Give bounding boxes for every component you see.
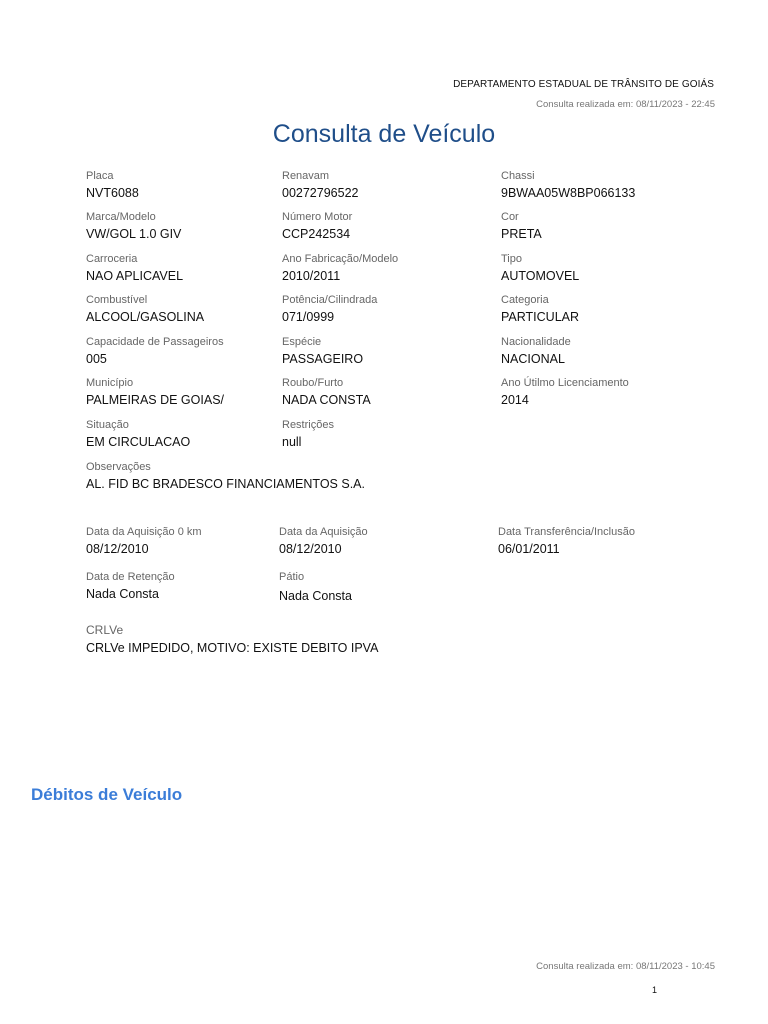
page-title: Consulta de Veículo	[272, 120, 496, 148]
field-tipo	[501, 253, 579, 284]
field-value: 06/01/2011	[498, 542, 560, 556]
field-value: EM CIRCULACAO	[86, 435, 191, 449]
field-value: 2014	[501, 393, 529, 407]
field-value: 071/0999	[282, 310, 335, 324]
field-potencia-cilindrada	[282, 294, 377, 325]
field-value: CRLVe IMPEDIDO, MOTIVO: EXISTE DEBITO IPVA	[86, 641, 379, 655]
field-value: 005	[86, 352, 107, 366]
field-label: Capacidade de Passageiros	[86, 336, 224, 348]
field-ano-licenciamento	[501, 377, 629, 408]
field-label: Nacionalidade	[501, 336, 571, 348]
field-label: Potência/Cilindrada	[282, 294, 378, 306]
field-value: NADA CONSTA	[282, 393, 371, 407]
field-label: Marca/Modelo	[86, 211, 156, 223]
field-label: Restrições	[282, 419, 334, 431]
field-restricoes	[282, 419, 334, 450]
field-marca-modelo	[86, 211, 181, 242]
field-label: Data da Aquisição	[279, 526, 368, 538]
field-value: 08/12/2010	[86, 542, 149, 556]
field-data-retencao	[86, 571, 175, 602]
field-value: 00272796522	[282, 186, 359, 200]
field-label: CRLVe	[86, 623, 124, 637]
field-cor	[501, 211, 542, 242]
field-value: 9BWAA05W8BP066133	[501, 186, 636, 200]
field-municipio	[86, 377, 224, 408]
field-label: Número Motor	[282, 211, 353, 223]
field-label: Carroceria	[86, 253, 138, 265]
field-placa	[86, 170, 139, 201]
field-value: PASSAGEIRO	[282, 352, 364, 366]
field-label: Observações	[86, 461, 151, 473]
query-timestamp: Consulta realizada em: 08/11/2023 - 22:45	[536, 99, 715, 110]
field-carroceria	[86, 253, 183, 284]
field-patio	[279, 571, 352, 604]
field-numero-motor	[282, 211, 352, 242]
debitos-section-title: Débitos de Veículo	[31, 785, 183, 804]
field-value: 08/12/2010	[279, 542, 342, 556]
field-value: Nada Consta	[86, 587, 159, 601]
field-label: Data da Aquisição 0 km	[86, 526, 202, 538]
field-roubo-furto	[282, 377, 371, 408]
field-value: PALMEIRAS DE GOIAS/	[86, 393, 225, 407]
field-label: Combustível	[86, 294, 148, 306]
field-value: VW/GOL 1.0 GIV	[86, 227, 182, 241]
field-label: Roubo/Furto	[282, 377, 344, 389]
field-label: Cor	[501, 211, 519, 223]
field-label: Data de Retenção	[86, 571, 175, 583]
field-label: Ano Fabricação/Modelo	[282, 253, 399, 265]
field-label: Data Transferência/Inclusão	[498, 526, 635, 538]
field-data-transferencia	[498, 526, 635, 557]
field-especie	[282, 336, 363, 367]
field-observacoes	[86, 461, 365, 492]
field-value: PARTICULAR	[501, 310, 580, 324]
field-value: NACIONAL	[501, 352, 565, 366]
field-value: null	[282, 435, 302, 449]
field-label: Pátio	[279, 571, 305, 583]
field-capacidade-passageiros	[86, 336, 224, 367]
field-renavam	[282, 170, 358, 201]
field-label: Município	[86, 377, 134, 389]
field-combustivel	[86, 294, 204, 325]
field-crlve	[86, 624, 378, 656]
field-chassi	[501, 170, 635, 201]
field-nacionalidade	[501, 336, 571, 367]
field-categoria	[501, 294, 579, 325]
field-label: Renavam	[282, 170, 330, 182]
field-value: 2010/2011	[282, 269, 341, 283]
field-value: NAO APLICAVEL	[86, 269, 184, 283]
field-value: ALCOOL/GASOLINA	[86, 310, 205, 324]
field-label: Situação	[86, 419, 129, 431]
field-label: Tipo	[501, 253, 522, 265]
field-label: Placa	[86, 170, 114, 182]
field-ano-fabricacao-modelo	[282, 253, 398, 284]
field-data-aquisicao	[279, 526, 368, 557]
field-label: Categoria	[501, 294, 549, 306]
field-label: Chassi	[501, 170, 535, 182]
footer-timestamp: Consulta realizada em: 08/11/2023 - 10:45	[536, 961, 715, 972]
field-label: Espécie	[282, 336, 322, 348]
agency-name: DEPARTAMENTO ESTADUAL DE TRÂNSITO DE GOIÁS	[453, 79, 714, 90]
field-value: Nada Consta	[279, 589, 352, 603]
field-label: Ano Útilmo Licenciamento	[501, 377, 629, 389]
field-situacao	[86, 419, 190, 450]
field-value: NVT6088	[86, 186, 139, 200]
field-value: CCP242534	[282, 227, 351, 241]
field-value: AL. FID BC BRADESCO FINANCIAMENTOS S.A.	[86, 477, 365, 491]
field-value: AUTOMOVEL	[501, 269, 580, 283]
field-data-aquisicao-0km	[86, 526, 202, 557]
field-value: PRETA	[501, 227, 542, 241]
page-number: 1	[652, 985, 658, 995]
